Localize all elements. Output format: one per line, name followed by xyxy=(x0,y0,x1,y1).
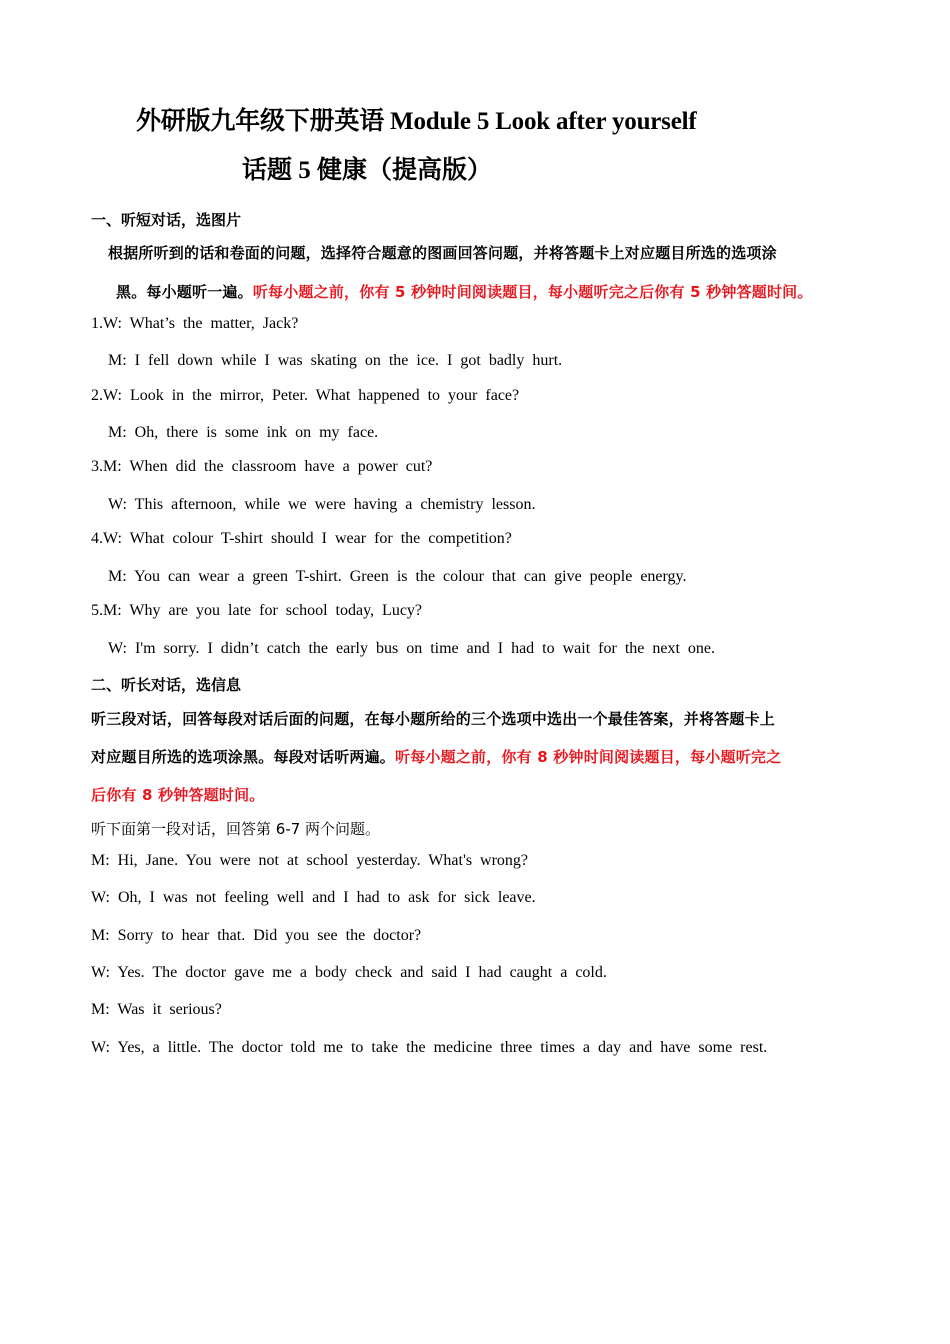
section2-instruction-black: 对应题目所选的选项涂黑。每段对话听两遍。 xyxy=(91,748,396,766)
document-title: 外研版九年级下册英语 Module 5 Look after yourself xyxy=(136,108,697,135)
dialogue-line: 5.M: Why are you late for school today, Lucy? xyxy=(91,602,423,619)
section1-instruction-black: 黑。每小题听一遍。 xyxy=(116,283,253,301)
section2-heading: 二、听长对话，选信息 xyxy=(91,676,242,694)
section1-instruction-line2 xyxy=(116,281,813,302)
dialogue-line: 3.M: When did the classroom have a power cut? xyxy=(91,458,433,475)
dialogue-line: M: You can wear a green T-shirt. Green is the colour that can give people energy. xyxy=(108,568,687,585)
document-subtitle: 话题 5 健康（提高版） xyxy=(242,157,493,184)
dialogue-line: M: Oh, there is some ink on my face. xyxy=(108,424,379,441)
section2-instruction-line2 xyxy=(91,746,781,767)
section2-sub-instruction: 听下面第一段对话，回答第 6-7 两个问题。 xyxy=(91,820,381,838)
section2-instruction-red: 听每小题之前，你有 8 秒钟时间阅读题目，每小题听完之 xyxy=(395,748,782,766)
dialogue-line: W: I'm sorry. I didn’t catch the early bus on time and I had to wait for the next one. xyxy=(108,640,716,657)
dialogue-line: M: Hi, Jane. You were not at school yesterday. What's wrong? xyxy=(91,852,529,869)
section1-instruction-line1: 根据所听到的话和卷面的问题，选择符合题意的图画回答问题，并将答题卡上对应题目所选的选项涂 xyxy=(108,244,777,262)
dialogue-line: M: Sorry to hear that. Did you see the doctor? xyxy=(91,927,422,944)
section2-instruction-line3: 后你有 8 秒钟答题时间。 xyxy=(91,786,265,804)
dialogue-line: M: I fell down while I was skating on the ice. I got badly hurt. xyxy=(108,352,563,369)
dialogue-line: W: This afternoon, while we were having a chemistry lesson. xyxy=(108,496,536,513)
dialogue-line: M: Was it serious? xyxy=(91,1001,222,1018)
dialogue-line: W: Yes, a little. The doctor told me to take the medicine three times a day and have some rest. xyxy=(91,1039,768,1056)
dialogue-line: 2.W: Look in the mirror, Peter. What happened to your face? xyxy=(91,387,520,404)
section1-instruction-red: 听每小题之前，你有 5 秒钟时间阅读题目，每小题听完之后你有 5 秒钟答题时间。 xyxy=(252,283,813,301)
section2-instruction-line1: 听三段对话，回答每段对话后面的问题，在每小题所给的三个选项中选出一个最佳答案，并将答题卡上 xyxy=(91,710,776,728)
dialogue-line: W: Oh, I was not feeling well and I had to ask for sick leave. xyxy=(91,889,536,906)
dialogue-line: W: Yes. The doctor gave me a body check and said I had caught a cold. xyxy=(91,964,607,981)
dialogue-line: 1.W: What’s the matter, Jack? xyxy=(91,315,299,332)
dialogue-line: 4.W: What colour T-shirt should I wear for the competition? xyxy=(91,530,512,547)
section1-heading: 一、听短对话，选图片 xyxy=(91,211,242,229)
